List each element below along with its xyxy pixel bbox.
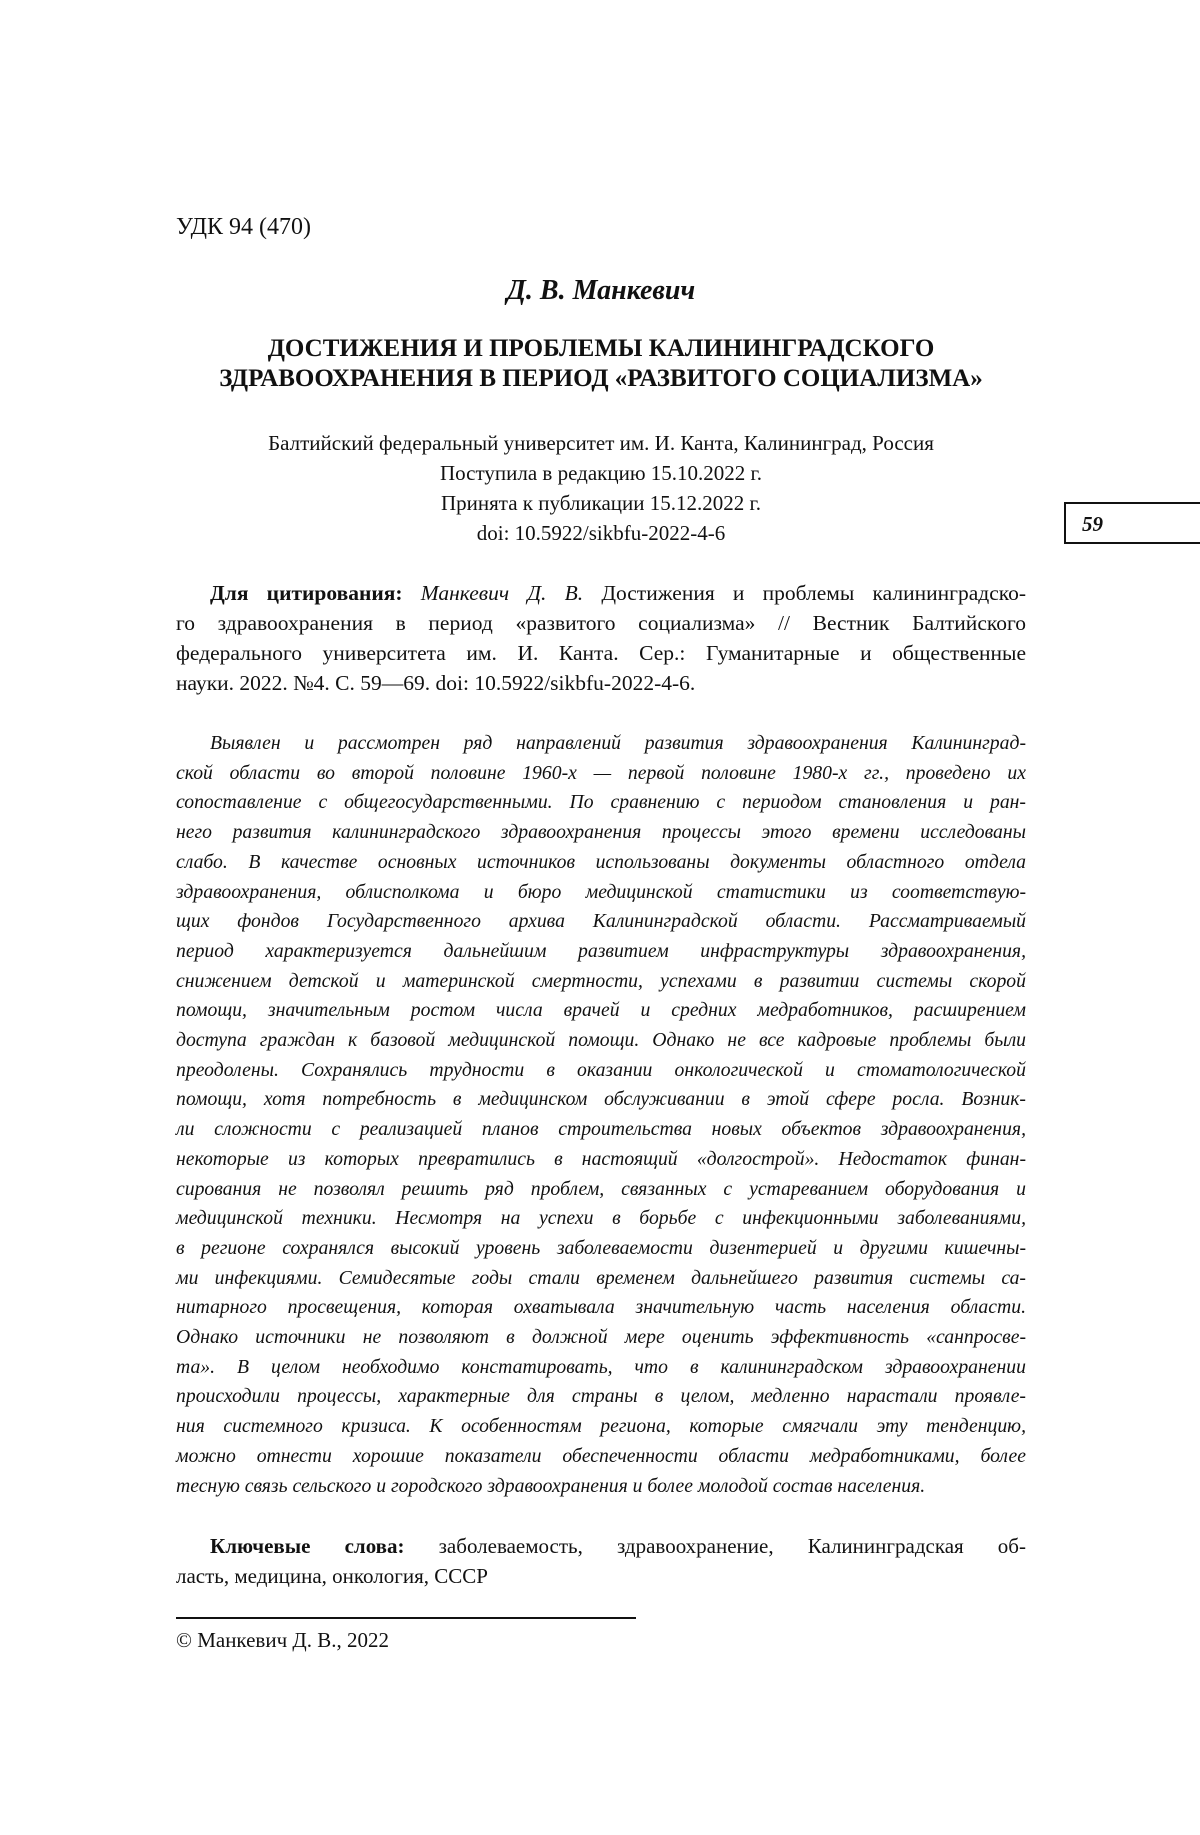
keywords-line — [176, 1531, 1026, 1561]
abstract-line: Однако источники не позволяют в должной мере оценить эффективность «санпросве- — [176, 1326, 1026, 1349]
abstract-line: некоторые из которых превратились в настоящий «долгострой». Недостаток финан- — [176, 1147, 1026, 1170]
article-title-line: ДОСТИЖЕНИЯ И ПРОБЛЕМЫ КАЛИНИНГРАДСКОГО — [267, 335, 935, 362]
page-number: 59 — [1082, 512, 1103, 536]
abstract-line: него развития калининградского здравоохранения процессы этого времени исследованы — [176, 821, 1026, 844]
abstract-line: здравоохранения, облисполкома и бюро медицинской статистики из соответствую- — [176, 880, 1026, 903]
abstract-line: помощи, значительным ростом числа врачей и средних медработников, расширением — [176, 999, 1026, 1022]
abstract-line: доступа граждан к базовой медицинской помощи. Однако не все кадровые проблемы были — [176, 1029, 1026, 1052]
author-name: Д. В. Манкевич — [506, 275, 696, 306]
abstract-line: нитарного просвещения, которая охватывала значительную часть населения области. — [176, 1296, 1026, 1319]
abstract-line: ния системного кризиса. К особенностям региона, которые смягчали эту тенденцию, — [176, 1415, 1026, 1438]
citation-line: федерального университета им. И. Канта. Сер.: Гуманитарные и общественные — [176, 641, 1026, 665]
footnote-divider — [176, 1617, 636, 1619]
affiliation: Балтийский федеральный университет им. И. Канта, Калининград, Россия — [268, 431, 934, 455]
abstract-line: преодолены. Сохранялись трудности в оказании онкологической и стоматологической — [176, 1058, 1026, 1081]
keywords-block — [176, 1531, 1026, 1591]
article-meta — [176, 428, 1026, 548]
abstract — [176, 729, 1026, 1501]
abstract-line: сирования не позволял решить ряд проблем, связанных с устареванием оборудования и — [176, 1177, 1026, 1200]
copyright-notice: © Манкевич Д. В., 2022 — [176, 1628, 389, 1652]
abstract-line: Выявлен и рассмотрен ряд направлений развития здравоохранения Калининград- — [210, 732, 1026, 754]
abstract-line: слабо. В качестве основных источников использованы документы областного отдела — [176, 850, 1026, 873]
abstract-line: ской области во второй половине 1960-х — первой половине 1980-х гг., проведено их — [176, 761, 1026, 784]
keywords-text: заболеваемость, здравоохранение, Калининградская об- — [438, 1534, 1026, 1558]
udc-code: УДК 94 (470) — [176, 214, 311, 240]
citation-author: Манкевич Д. В. — [420, 581, 584, 605]
article-title — [176, 334, 1026, 394]
citation-line: го здравоохранения в период «развитого социализма» // Вестник Балтийского — [176, 611, 1026, 635]
abstract-line: тесную связь сельского и городского здравоохранения и более молодой состав населения. — [176, 1474, 926, 1497]
abstract-line: можно отнести хорошие показатели обеспеченности области медработниками, более — [176, 1444, 1026, 1467]
abstract-line: снижением детской и материнской смертности, успехами в развитии системы скорой — [176, 969, 1026, 992]
citation-line — [176, 578, 1026, 608]
accepted-date: Принята к публикации 15.12.2022 г. — [440, 491, 761, 515]
citation-block — [176, 578, 1026, 698]
abstract-line: ли сложности с реализацией планов строительства новых объектов здравоохранения, — [176, 1118, 1026, 1141]
citation-line: науки. 2022. №4. С. 59—69. doi: 10.5922/sikbfu-2022-4-6. — [176, 671, 696, 695]
abstract-line: помощи, хотя потребность в медицинском обслуживании в этой сфере росла. Возник- — [176, 1088, 1026, 1111]
abstract-line: медицинской техники. Несмотря на успехи в борьбе с инфекционными заболеваниями, — [176, 1207, 1026, 1230]
citation-text: Достижения и проблемы калининградско- — [601, 581, 1027, 605]
keywords-line: ласть, медицина, онкология, СССР — [176, 1564, 488, 1588]
abstract-line: та». В целом необходимо констатировать, что в калининградском здравоохранении — [176, 1355, 1026, 1378]
keywords-label: Ключевые слова: — [210, 1534, 405, 1558]
abstract-line: период характеризуется дальнейшим развитием инфраструктуры здравоохранения, — [176, 939, 1026, 962]
page-number-tab — [1064, 502, 1200, 544]
received-date: Поступила в редакцию 15.10.2022 г. — [439, 461, 762, 485]
article-title-line: ЗДРАВООХРАНЕНИЯ В ПЕРИОД «РАЗВИТОГО СОЦИАЛИЗМА» — [219, 365, 983, 392]
abstract-line: в регионе сохранялся высокий уровень заболеваемости дизентерией и другими кишечны- — [176, 1236, 1026, 1259]
abstract-line: ми инфекциями. Семидесятые годы стали временем дальнейшего развития системы са- — [176, 1266, 1026, 1289]
abstract-line: происходили процессы, характерные для страны в целом, медленно нарастали проявле- — [176, 1385, 1026, 1408]
abstract-line: щих фондов Государственного архива Калининградской области. Рассматриваемый — [176, 910, 1026, 933]
abstract-line: сопоставление с общегосударственными. По сравнению с периодом становления и ран- — [176, 791, 1026, 814]
doi: doi: 10.5922/sikbfu-2022-4-6 — [476, 521, 726, 545]
citation-label: Для цитирования: — [210, 581, 403, 605]
